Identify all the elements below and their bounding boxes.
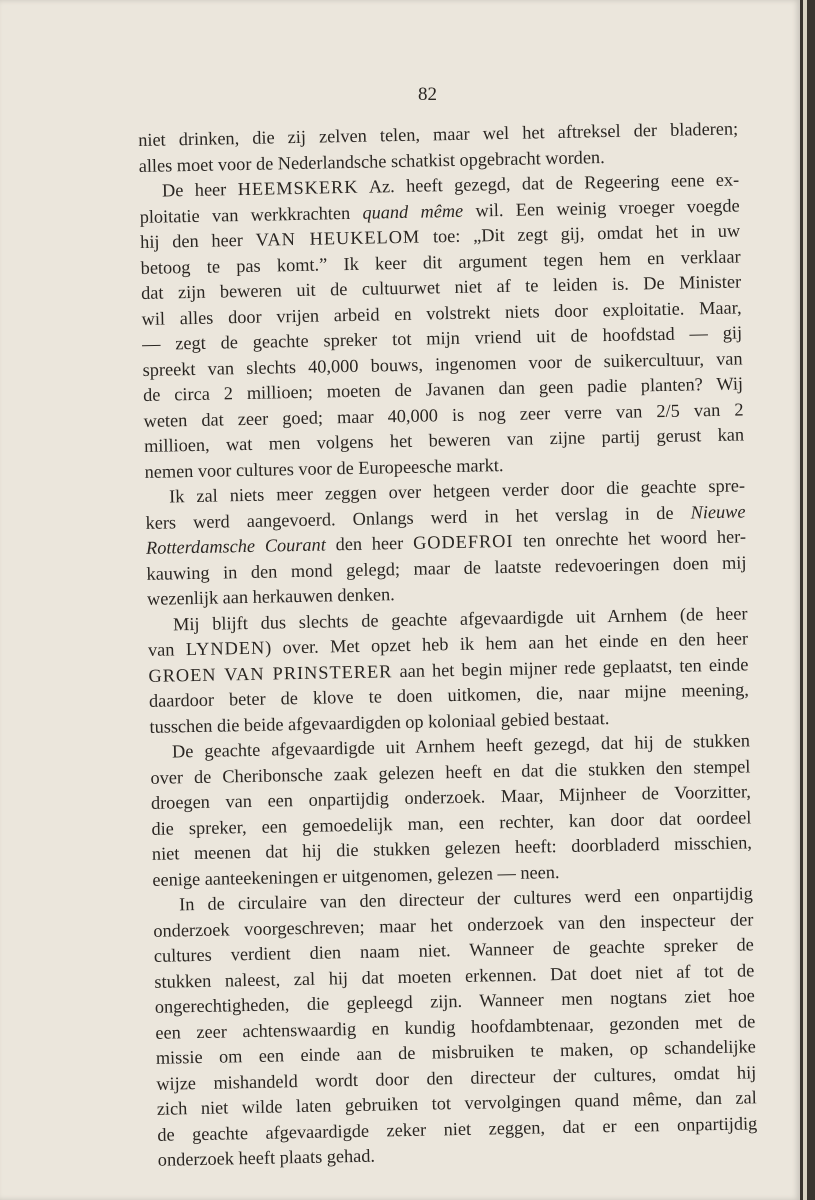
text-segment: den heer xyxy=(325,532,414,555)
text-segment: onderzoek voorgeschreven; maar het onderzoek van den inspecteur der xyxy=(153,908,754,941)
page-number: 82 xyxy=(418,84,437,105)
text-segment: De heer xyxy=(139,179,238,201)
text-segment: GROEN VAN PRINSTERER xyxy=(148,660,393,686)
text-segment: kauwing in den mond gelegd; maar de laatste redevoeringen doen mij xyxy=(146,551,747,584)
body-text xyxy=(138,116,758,1173)
text-segment: cultures verdient dien naam niet. Wanneer de geachte spreker de xyxy=(153,934,754,966)
text-segment: alles moet voor de Nederlandsche schatkist opgebracht worden. xyxy=(138,146,605,176)
page-edge-sliver xyxy=(803,0,807,1200)
text-segment: wezenlijk aan herkauwen denken. xyxy=(146,584,395,609)
text-segment: stukken naleest, zal hij dat moeten erkennen. Dat doet niet af tot de xyxy=(154,959,755,992)
text-segment: GODEFROI xyxy=(412,530,514,553)
text-segment: niet drinken, die zij zelven telen, maar wel het aftreksel der bladeren; xyxy=(138,118,739,150)
text-segment: nemen voor cultures voor de Europeesche markt. xyxy=(144,454,504,482)
text-segment: quand même xyxy=(362,200,464,223)
text-segment: — zegt de geachte spreker tot mijn vriend uit de hoofdstad — gij xyxy=(141,322,743,354)
text-segment: Mij blijft dus slechts de geachte afgevaardigde uit Arnhem (de heer xyxy=(147,602,748,635)
text-segment: wil. Een weinig vroeger voegde xyxy=(462,194,740,221)
text-segment: weten dat zeer goed; maar 40,000 is nog zeer verre van 2/5 van 2 xyxy=(143,398,744,431)
text-segment: van xyxy=(147,639,187,660)
text-segment: de circa 2 millioen; moeten de Javanen dan geen padie planten? Wij xyxy=(142,373,744,405)
text-segment: dat zijn beweren uit de cultuurwet niet af te leiden is. De Minister xyxy=(140,271,742,303)
text-segment: onderzoek heeft plaats gehad. xyxy=(157,1145,376,1170)
text-segment: kers werd aangevoerd. Onlangs werd in het verslag in de xyxy=(145,501,691,533)
text-segment: wil alles door vrijen arbeid en volstrekt niets door exploitatie. Maar, xyxy=(141,296,742,329)
text-segment: over de Cheribonsche zaak gelezen heeft en dat die stukken den stempel xyxy=(150,755,751,788)
text-segment: HEEMSKERK xyxy=(237,176,359,200)
text-segment: de geachte afgevaardigde zeker niet zeggen, dat er een onpartijdig xyxy=(157,1112,758,1145)
text-segment: Ik zal niets meer zeggen over hetgeen verder door die geachte spre- xyxy=(144,475,746,507)
text-segment: Nieuwe xyxy=(690,500,746,522)
text-segment: In de circulaire van den directeur der cultures werd een onpartijdig xyxy=(152,883,753,915)
text-segment: betoog te pas komt.” Ik keer dit argument tegen hem en verklaar xyxy=(140,245,741,278)
text-segment: wijze mishandeld wordt door den directeur der cultures, omdat hij xyxy=(156,1061,757,1094)
text-segment: toe: „Dit zegt gij, omdat het in uw xyxy=(420,220,741,247)
text-segment: missie om een einde aan de misbruiken te maken, op schandelijke xyxy=(155,1036,756,1068)
text-segment: hij den heer xyxy=(139,229,256,252)
text-segment: eenige aanteekeningen er uitgenomen, gelezen — neen. xyxy=(152,861,560,890)
text-segment: een zeer achtenswaardig en kundig hoofdambtenaar, gezonden met de xyxy=(155,1010,756,1043)
text-segment: Az. heeft gezegd, dat de Regeering eene ex- xyxy=(358,169,740,197)
text-segment: niet meenen dat hij die stukken gelezen heeft: doorbladerd misschien, xyxy=(151,832,753,864)
text-segment: Rotterdamsche Courant xyxy=(145,534,326,558)
text-segment: millioen, wat men volgens het beweren van zijne partij gerust kan xyxy=(143,424,745,456)
text-segment: LYNDEN xyxy=(185,637,266,660)
text-segment: ploitatie van werkkrachten xyxy=(139,202,363,227)
text-segment: zich niet wilde laten gebruiken tot vervolgingen quand même, dan zal xyxy=(156,1087,757,1119)
text-segment: aan het begin mijner rede geplaatst, ten einde xyxy=(392,653,749,681)
page-edge xyxy=(800,0,815,1200)
text-segment: die spreker, een gemoedelijk man, een rechter, kan door dat oordeel xyxy=(151,806,752,839)
text-segment: VAN HEUKELOM xyxy=(255,226,421,250)
text-segment: ten onrechte het woord her- xyxy=(513,526,747,551)
text-segment: De geachte afgevaardigde uit Arnhem heeft gezegd, dat hij de stukken xyxy=(149,730,751,762)
text-segment: spreekt van slechts 40,000 bouws, ingenomen voor de suikercultuur, van xyxy=(142,347,743,380)
text-segment: ) over. Met opzet heb ik hem aan het einde en den heer xyxy=(264,628,749,658)
text-segment: ongerechtigheden, die gepleegd zijn. Wanneer men nogtans ziet hoe xyxy=(154,985,755,1017)
text-segment: daardoor beter de klove te doen uitkomen, die, naar mijne meening, xyxy=(148,679,750,711)
text-segment: droegen van een onpartijdig onderzoek. Maar, Mijnheer de Voorzitter, xyxy=(150,781,752,813)
text-segment: tusschen die beide afgevaardigden op koloniaal gebied bestaat. xyxy=(149,707,610,737)
